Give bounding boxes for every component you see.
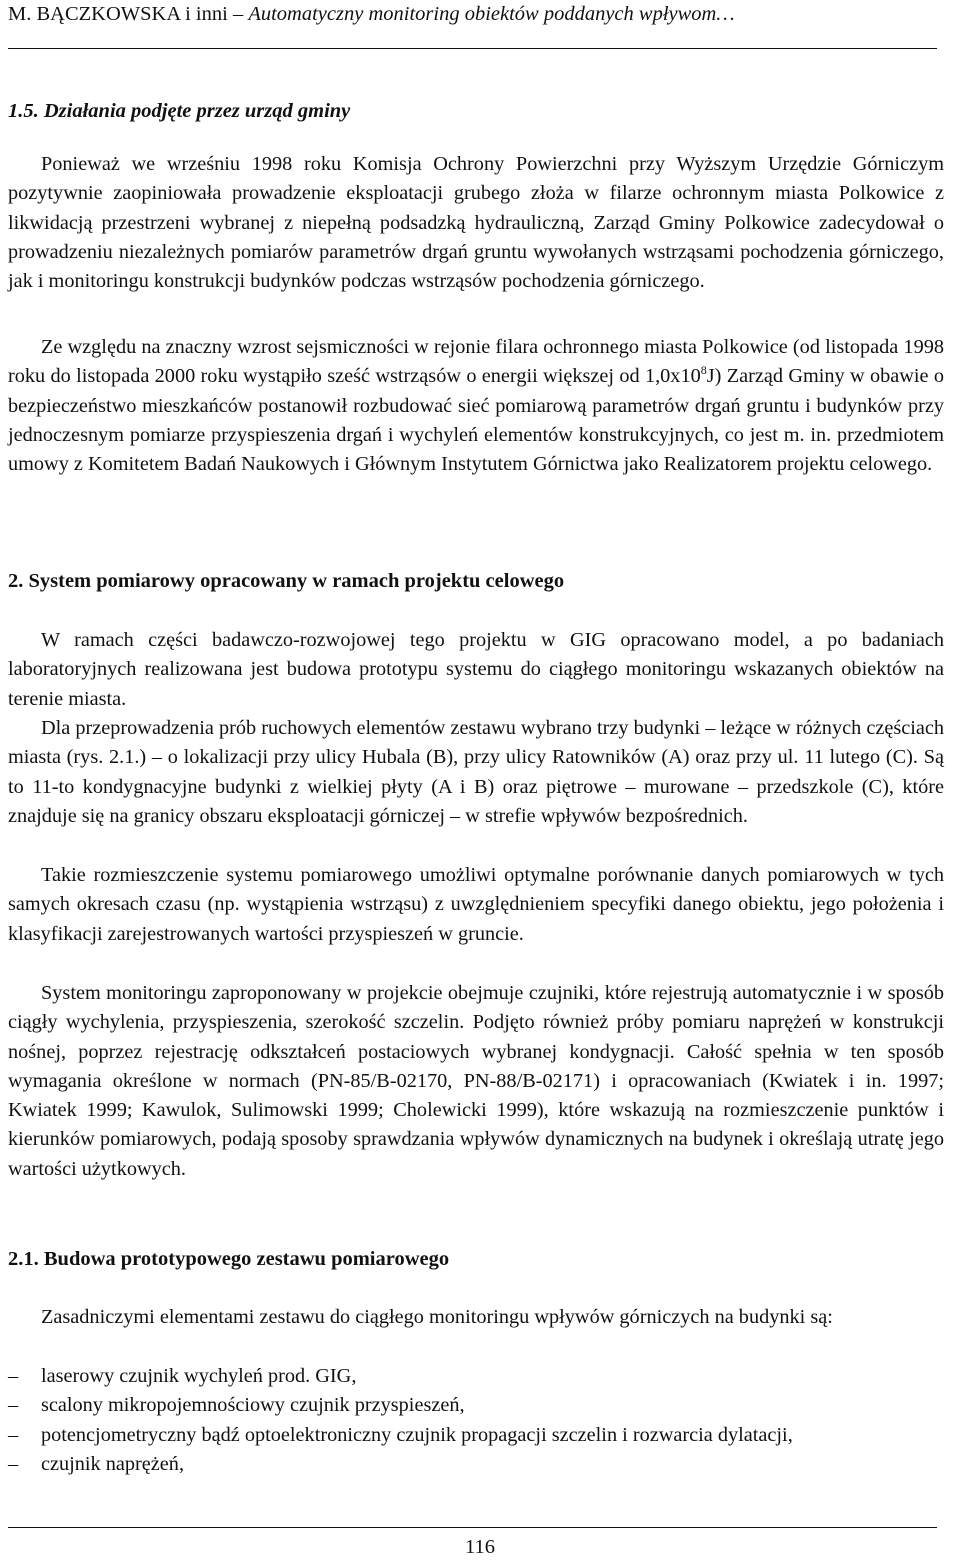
- paragraph-2-b: Dla przeprowadzenia prób ruchowych elementów zestawu wybrano trzy budynki – leżące w różnych częściach miasta (rys. 2.1.) – o lokalizacji przy ulicy Hubala (B), przy ulicy Ratowników (A) oraz przy ul. 11 lutego (C). Są to 11-to kondygnacyjne budynki z wielkiej płyty (A i B) oraz piętrowe – murowane – przedszkole (C), które znajduje się na granicy obszaru eksploatacji górniczej – w strefie wpływów bezpośrednich.: [8, 717, 944, 827]
- sensor-list: [8, 1362, 944, 1479]
- header-title: Automatyczny monitoring obiektów poddanych wpływom…: [248, 3, 735, 25]
- list-bullet: –: [8, 1423, 19, 1446]
- header-rule: [8, 48, 937, 49]
- paragraph-2-d: System monitoringu zaproponowany w projekcie obejmuje czujniki, które rejestrują automatycznie i w sposób ciągły wychylenia, przyspieszenia, szerokość szczelin. Podjęto również próby pomiaru naprężeń w konstrukcji nośnej, poprzez rejestrację odkształceń postaciowych wybranej kondygnacji. Całość spełnia w ten sposób wymagania określone w normach (PN-85/B-02170, PN-88/B-02171) i opracowaniach (Kwiatek i in. 1997; Kwiatek 1999; Kawulok, Sulimowski 1999; Cholewicki 1999), które wskazują na rozmieszczenie punktów i kierunków pomiarowych, podają sposoby sprawdzania wpływów dynamicznych na budynek i określają utratę jego wartości użytkowych.: [8, 982, 944, 1180]
- paragraph-1-5-b-text-cont: J) Zarząd Gminy w obawie o bezpieczeństwo mieszkańców postanowił rozbudować sieć pomiarową parametrów drgań gruntu i budynków przy jednoczesnym pomiarze przyspieszenia drgań i wychyleń elementów konstrukcyjnych, co jest m. in. przedmiotem umowy z Komitetem Badań Naukowych i Głównym Instytutem Górnictwa jako Realizatorem projektu celowego.: [8, 365, 945, 476]
- paragraph-1-5-a: Ponieważ we wrześniu 1998 roku Komisja Ochrony Powierzchni przy Wyższym Urzędzie Górniczym pozytywnie zaopiniowała prowadzenie eksploatacji grubego złoża w filarze ochronnym miasta Polkowice z likwidacją przestrzeni wybranej z niepełną podsadzką hydrauliczną, Zarząd Gminy Polkowice zadecydował o prowadzeniu niezależnych pomiarów parametrów drgań gruntu wywołanych wstrząsami pochodzenia górniczego, jak i monitoringu konstrukcji budynków podczas wstrząsów pochodzenia górniczego.: [8, 153, 944, 293]
- paragraph-1-5-b: [8, 333, 944, 479]
- list-item-text: potencjometryczny bądź optoelektroniczny czujnik propagacji szczelin i rozwarcia dylatacji,: [41, 1423, 793, 1446]
- list-bullet: –: [8, 1394, 19, 1417]
- section-2-1-heading: 2.1. Budowa prototypowego zestawu pomiarowego: [8, 1248, 450, 1270]
- paragraph-2-c: Takie rozmieszczenie systemu pomiarowego umożliwi optymalne porównanie danych pomiarowych w tych samych okresach czasu (np. wystąpienia wstrząsu) z uwzględnieniem specyfiki danego obiektu, jego położenia i klasyfikacji zarejestrowanych wartości przyspieszeń w gruncie.: [8, 864, 944, 945]
- header-authors: M. BĄCZKOWSKA i inni: [8, 3, 228, 25]
- paragraph-1-5-b-text: Ze względu na znaczny wzrost sejsmiczności w rejonie filara ochronnego miasta Polkowice (od listopada 1998 roku do listopada 2000 roku wystąpiło sześć wstrząsów o energii większej od 1,0x10: [8, 336, 944, 388]
- list-item: [8, 1421, 944, 1450]
- paragraph-2-a: W ramach części badawczo-rozwojowej tego projektu w GIG opracowano model, a po badaniach laboratoryjnych realizowana jest budowa prototypu systemu do ciągłego monitoringu wskazanych obiektów na terenie miasta.: [8, 629, 944, 710]
- list-item-text: laserowy czujnik wychyleń prod. GIG,: [41, 1365, 357, 1387]
- list-item-text: czujnik naprężeń,: [41, 1452, 185, 1475]
- paragraph-2-1-intro: Zasadniczymi elementami zestawu do ciągłego monitoringu wpływów górniczych na budynki są:: [41, 1306, 833, 1328]
- list-bullet: –: [8, 1365, 19, 1387]
- section-1-5-heading: 1.5. Działania podjęte przez urząd gminy: [8, 100, 351, 122]
- list-item: [8, 1391, 944, 1420]
- header-separator: –: [227, 3, 249, 25]
- list-item: [8, 1450, 944, 1479]
- page-number: 116: [465, 1536, 495, 1558]
- exponent: 8: [700, 363, 707, 378]
- list-item: [8, 1362, 944, 1391]
- list-bullet: –: [8, 1452, 19, 1475]
- footer-rule: [8, 1527, 937, 1528]
- list-item-text: scalony mikropojemnościowy czujnik przyspieszeń,: [41, 1394, 465, 1417]
- section-2-heading: 2. System pomiarowy opracowany w ramach projektu celowego: [8, 570, 565, 592]
- running-header: [8, 0, 735, 28]
